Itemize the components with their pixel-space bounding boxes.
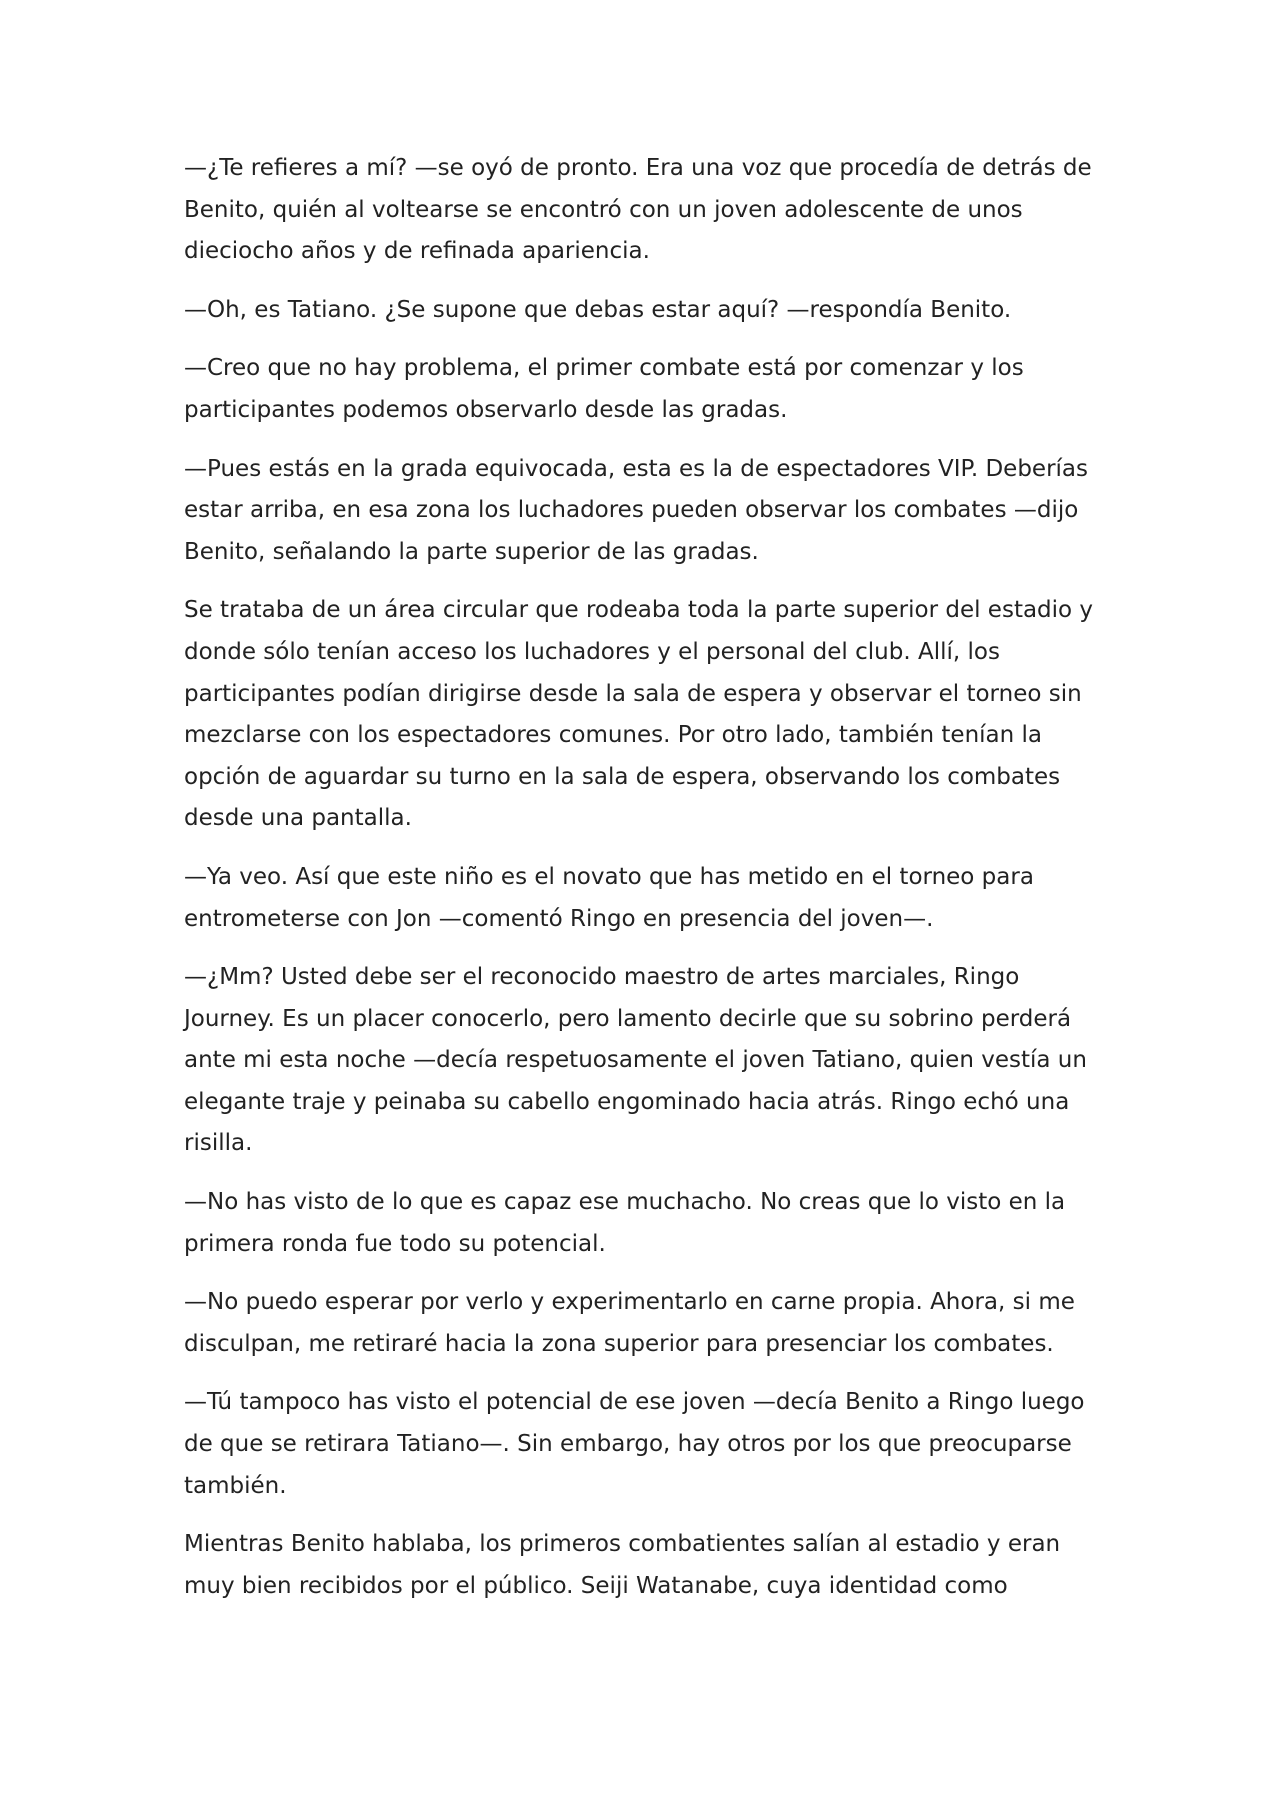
paragraph: —Pues estás en la grada equivocada, esta es la de espectadores VIP. Deberías estar arriba, en esa zona los luchadores pueden observar los combates —dijo Benito, señalando la parte superior de las gradas. <box>184 455 1088 565</box>
paragraph: —¿Te refieres a mí? —se oyó de pronto. Era una voz que procedía de detrás de Benito, quién al voltearse se encontró con un joven adolescente de unos dieciocho años y de refinada apariencia. <box>184 155 1092 265</box>
paragraph: —Ya veo. Así que este niño es el novato que has metido en el torneo para entrometerse con Jon —comentó Ringo en presencia del joven—. <box>184 863 1034 932</box>
paragraph: —No puedo esperar por verlo y experimentarlo en carne propia. Ahora, si me disculpan, me retiraré hacia la zona superior para presenciar los combates. <box>184 1289 1075 1357</box>
paragraph: —Creo que no hay problema, el primer combate está por comenzar y los participantes podemos observarlo desde las gradas. <box>184 355 1024 423</box>
paragraph: —¿Mm? Usted debe ser el reconocido maestro de artes marciales, Ringo Journey. Es un placer conocerlo, pero lamento decirle que su sobrino perderá ante mi esta noche —decía respetuosamente el joven Tatiano, quien vestía un elegante traje y peinaba su cabello engominado hacia atrás. Ringo echó una risilla. <box>184 964 1087 1157</box>
paragraph: —Tú tampoco has visto el potencial de ese joven —decía Benito a Ringo luego de que se retirara Tatiano—. Sin embargo, hay otros por los que preocuparse también. <box>184 1389 1085 1499</box>
paragraph: —No has visto de lo que es capaz ese muchacho. No creas que lo visto en la primera ronda fue todo su potencial. <box>184 1189 1066 1257</box>
paragraph: —Oh, es Tatiano. ¿Se supone que debas estar aquí? —respondía Benito. <box>184 296 1012 323</box>
document-body <box>184 148 1114 1624</box>
paragraph: Se trataba de un área circular que rodeaba toda la parte superior del estadio y donde sólo tenían acceso los luchadores y el personal del club. Allí, los participantes podían dirigirse desde la sala de espera y observar el torneo sin mezclarse con los espectadores comunes. Por otro lado, también tenían la opción de aguardar su turno en la sala de espera, observando los combates desde una pantalla. <box>184 597 1094 832</box>
paragraph: Mientras Benito hablaba, los primeros combatientes salían al estadio y eran muy bien recibidos por el público. Seiji Watanabe, cuya identidad como <box>184 1531 1061 1599</box>
